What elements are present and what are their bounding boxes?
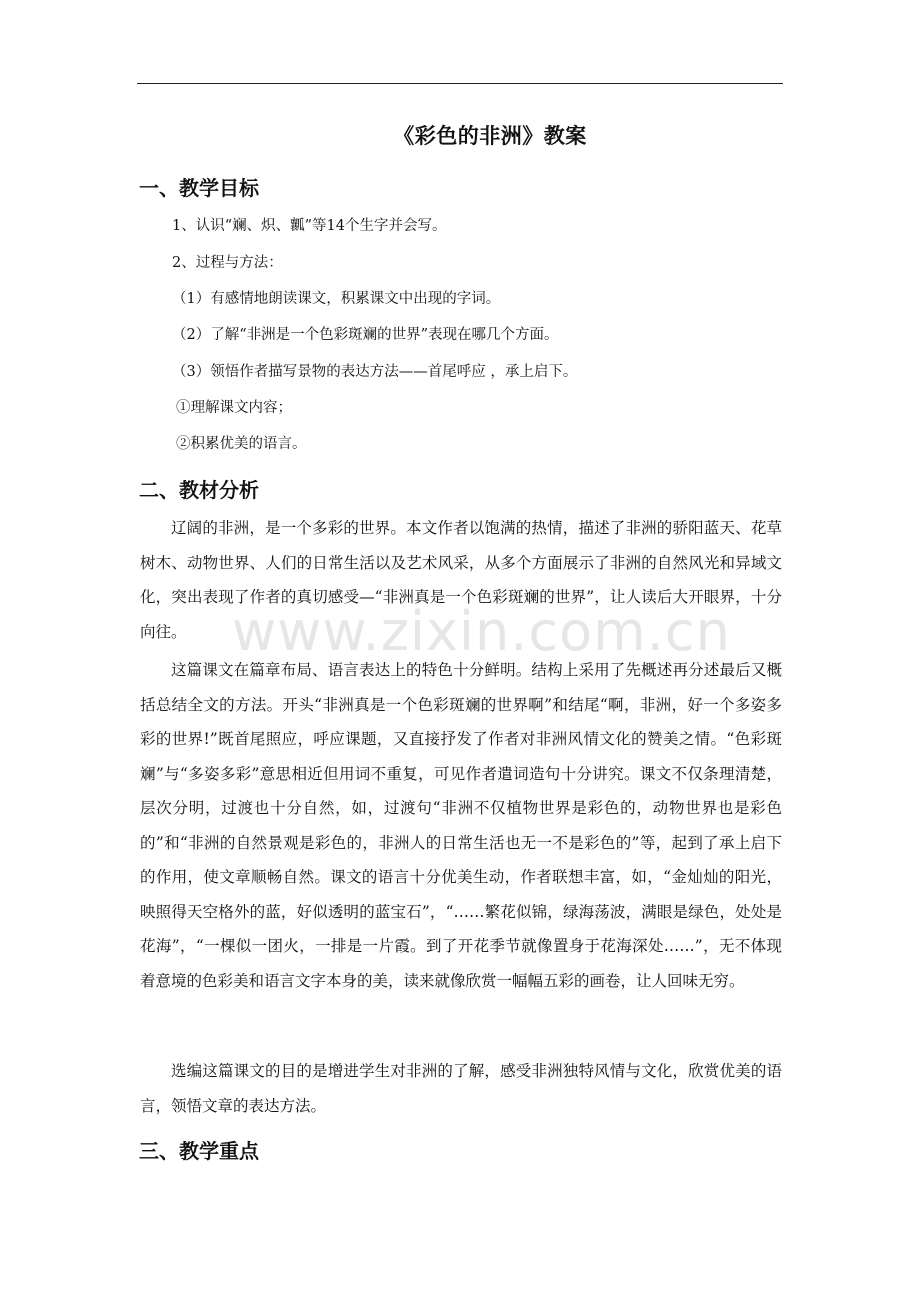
- analysis-paragraph-1: 辽阔的非洲，是一个多彩的世界。本文作者以饱满的热情，描述了非洲的骄阳蓝天、花草树木、动物世界、人们的日常生活以及艺术风采，从多个方面展示了非洲的自然风光和异域文化，突出表现了作者的真切感受—“非洲真是一个色彩斑斓的世界”，让人读后大开眼界，十分向往。: [140, 519, 782, 641]
- goal-item-2: 2、过程与方法：: [172, 255, 283, 271]
- goal-point-1: ①理解课文内容；: [176, 400, 292, 416]
- analysis-paragraph-3: 选编这篇课文的目的是增进学生对非洲的了解，感受非洲独特风情与文化，欣赏优美的语言，领悟文章的表达方法。: [140, 1062, 782, 1115]
- section-heading-teaching-focus: 三、教学重点: [139, 1139, 259, 1163]
- goal-subitem-1: （1）有感情地朗读课文，积累课文中出现的字词。: [172, 291, 501, 307]
- watermark: www.zixin.com.cn: [232, 600, 731, 663]
- goal-subitem-2: （2）了解“非洲是一个色彩斑斓的世界”表现在哪几个方面。: [172, 327, 559, 343]
- section-heading-material-analysis: 二、教材分析: [139, 478, 259, 502]
- header-rule: [137, 83, 783, 84]
- goal-item-1: 1、认识“斓、炽、瓤”等14个生字并会写。: [172, 218, 447, 234]
- analysis-paragraph-2: 这篇课文在篇章布局、语言表达上的特色十分鲜明。结构上采用了先概述再分述最后又概括总结全文的方法。开头“非洲真是一个色彩斑斓的世界啊”和结尾“啊，非洲，好一个多姿多彩的世界!”既首尾照应，呼应课题，又直接抒发了作者对非洲风情文化的赞美之情。“色彩斑斓”与“多姿多彩”意思相近但用词不重复，可见作者遣词造句十分讲究。课文不仅条理清楚，层次分明，过渡也十分自然，如，过渡句“非洲不仅植物世界是彩色的，动物世界也是彩色的”和“非洲的自然景观是彩色的，非洲人的日常生活也无一不是彩色的”等，起到了承上启下的作用，使文章顺畅自然。课文的语言十分优美生动，作者联想丰富，如，“金灿灿的阳光，映照得天空格外的蓝，好似透明的蓝宝石”，“……繁花似锦，绿海荡波，满眼是绿色，处处是花海”，“一棵似一团火，一排是一片霞。到了开花季节就像置身于花海深处……”，无不体现着意境的色彩美和语言文字本身的美，读来就像欣赏一幅幅五彩的画卷，让人回味无穷。: [140, 661, 782, 990]
- document-title: 《彩色的非洲》教案: [393, 124, 587, 148]
- goal-subitem-3: （3）领悟作者描写景物的表达方法——首尾呼应 ，承上启下。: [172, 364, 578, 380]
- goal-point-2: ②积累优美的语言。: [176, 436, 307, 452]
- section-heading-teaching-goals: 一、教学目标: [139, 176, 259, 200]
